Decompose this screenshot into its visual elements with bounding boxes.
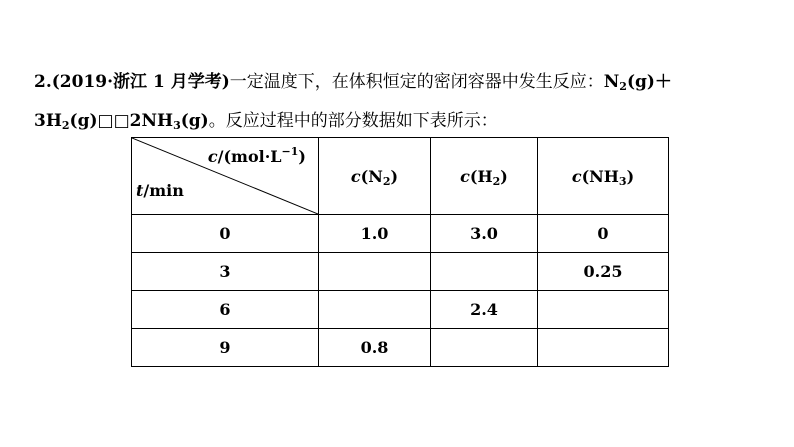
cell-h2 bbox=[431, 329, 538, 367]
cell-n2: 0.8 bbox=[319, 329, 431, 367]
corner-header-cell bbox=[132, 138, 319, 215]
time-unit-label: t/min bbox=[136, 181, 184, 200]
cell-n2: 1.0 bbox=[319, 215, 431, 253]
cell-h2 bbox=[431, 253, 538, 291]
cell-time: 3 bbox=[132, 253, 319, 291]
data-table-wrapper bbox=[131, 137, 669, 367]
cell-nh3: 0.25 bbox=[538, 253, 669, 291]
data-table bbox=[131, 137, 669, 367]
cell-nh3 bbox=[538, 291, 669, 329]
header-c-n2: $c(N_2)$ bbox=[319, 138, 431, 215]
table-header-row bbox=[132, 138, 669, 215]
table-row bbox=[132, 215, 669, 253]
question-line-1 bbox=[34, 70, 672, 94]
cell-nh3 bbox=[538, 329, 669, 367]
equation-n2: $N_2(g)+$ bbox=[603, 72, 672, 93]
cell-nh3: 0 bbox=[538, 215, 669, 253]
question-text-1: 一定温度下，在体积恒定的密闭容器中发生反应： bbox=[229, 72, 604, 92]
cell-h2: 2.4 bbox=[431, 291, 538, 329]
question-number: 2. bbox=[34, 72, 52, 92]
equation-nh3: $2NH_3(g)$ bbox=[129, 111, 209, 132]
header-c-h2: $c(H_2)$ bbox=[431, 138, 538, 215]
table-row bbox=[132, 291, 669, 329]
cell-n2 bbox=[319, 253, 431, 291]
question-text-2: 。反应过程中的部分数据如下表所示： bbox=[208, 111, 498, 131]
concentration-unit-label: $c/(mol\cdot L^{-1})$ bbox=[207, 145, 306, 166]
question-line-2 bbox=[34, 109, 498, 133]
cell-h2: 3.0 bbox=[431, 215, 538, 253]
table-row bbox=[132, 329, 669, 367]
header-c-nh3: $c(NH_3)$ bbox=[538, 138, 669, 215]
equilibrium-arrow-placeholder: □□ bbox=[97, 111, 130, 131]
cell-time: 6 bbox=[132, 291, 319, 329]
question-source: (2019·浙江 1 月学考) bbox=[51, 72, 230, 92]
cell-n2 bbox=[319, 291, 431, 329]
cell-time: 0 bbox=[132, 215, 319, 253]
equation-h2: $3H_2(g)$ bbox=[34, 111, 98, 132]
table-row bbox=[132, 253, 669, 291]
cell-time: 9 bbox=[132, 329, 319, 367]
